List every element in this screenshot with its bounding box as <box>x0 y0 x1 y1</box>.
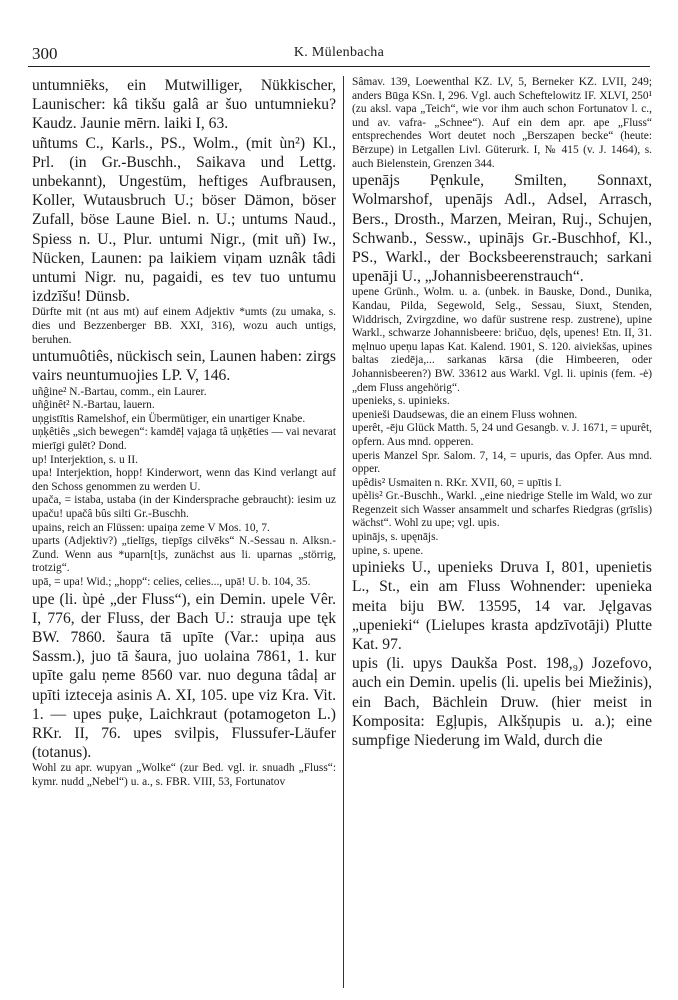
dictionary-entry: uñĝine² N.-Bartau, comm., ein Laurer. <box>32 385 207 398</box>
dictionary-entry: upe (li. ùpė „der Fluss“), ein Demin. upele Vêr. I, 776, der Fluss, der Bach U.: strauja upe tęk BW. 7860. šaura tā upīte (Var.: upiņa aus Sassm.), juo tā šaura, juo uolaina 7861, 1. kur upīte galu ņeme 8560 var. nuo deguna tâdaļ ar upīti izteceja asinis A. XI, 105. upe viz Kra. Vit. 1. — upes puķe, Laichkraut (potamogeton L.) RKr. II, 76. upes svilpis, Flussufer-Läufer (totanus). <box>32 590 336 762</box>
dictionary-entry: upine, s. upene. <box>352 544 424 557</box>
dictionary-entry: upêdis² Usmaiten n. RKr. XVII, 60, = upītis I. <box>352 476 562 489</box>
running-title: K. Mülenbacha <box>293 45 385 60</box>
dictionary-entry: Dürfte mit (nt aus mt) auf einem Adjektiv *umts (zu umaka, s. dies und Bezzenberger BB. XXI, 316), wozu auch untigs, beruhen. <box>32 306 336 346</box>
dictionary-entry: upenieks, s. upinieks. <box>352 395 450 408</box>
dictionary-entry: uperêt, -ēju Glück Matth. 5, 24 und Gesangb. v. J. 1671, = upurêt, opfern. Aus mnd. opperen. <box>352 422 652 448</box>
page-number: 300 <box>32 44 58 63</box>
left-column <box>32 76 336 790</box>
column-divider <box>343 76 344 988</box>
dictionary-entry: upā, = upa! Wid.; „hopp“: celies, celies..., upā! U. b. 104, 35. <box>32 575 311 588</box>
dictionary-entry: untumuôtiês, nückisch sein, Launen haben: zirgs vairs neuntumuojies LP. V, 146. <box>32 348 336 385</box>
dictionary-entry: upinieks U., upenieks Druva I, 801, upenietis L., St., ein am Fluss Wohnender: upenieka meita biju BW. 13595, 14 var. Jęlgavas „upenieki“ (Lielupes krasta apdzīvotāji) Plutte Kat. 97. <box>352 559 652 654</box>
dictionary-entry: untumniēks, ein Mutwilliger, Nükkischer, Launischer: kâ tikšu galâ ar šuo untumnieku? Kaudz. Jaunie mērn. laiki I, 63. <box>32 77 336 133</box>
dictionary-entry: uñtums C., Karls., PS., Wolm., (mit ùn²) Kl., Prl. (in Gr.-Buschh., Saikava und Lettg. unbekannt), Ungestüm, heftiges Aufbrausen, Koller, Wutausbruch U.; böser Dämon, böser Zufall, böse Laune Biel. n. U.; untums Naud., Spiess n. U., Plur. untumi Nigr., (mit uñ) Iw., Nücken, Launen: pa laikiem viņam uznâk tâdi untumi Nigr. nu, pagaidi, es tev tuo untumu izdzīšu! Dünsb. <box>32 134 336 306</box>
dictionary-entry: upinājs, s. upęnājs. <box>352 531 439 544</box>
dictionary-entry: upa! Interjektion, hopp! Kinderwort, wenn das Kind verlangt auf den Schoss genommen zu werden U. <box>32 467 336 493</box>
dictionary-entry: uparts (Adjektiv?) „tielīgs, tiepīgs cilvēks“ N.-Sessau n. Alksn.-Zund. Wenn aus *uparn[t]s, zunächst aus li. uparnas „störrig, trotzig“. <box>32 535 336 575</box>
dictionary-entry: upains, reich an Flüssen: upaiņa zeme V Mos. 10, 7. <box>32 521 270 534</box>
dictionary-entry: uņgistītis Ramelshof, ein Übermütiger, ein unartiger Knabe. <box>32 412 306 425</box>
dictionary-entry: upene Grünh., Wolm. u. a. (unbek. in Bauske, Dond., Dunika, Kandau, Pilda, Segewold, Selg., Sessau, Siuxt, Stenden, Widdrisch, Zvirgzdine, wo dafür sustrene resp. zustrene), upine Warkl., schwarze Johannisbeere: bričuo, dęls, upenes! Etn. II, 31. męlnuo upeņu lapas Kat. Kalend. 1901, S. 120. aiviekšas, upines baltas ziedēja,... sarkanas kārsa (die Himbeeren, oder Johannisbeeren?) BW. 33612 aus Warkl. Vgl. li. upinis (fem. -ė) „dem Fluss angehörig“. <box>352 286 652 394</box>
dictionary-entry: Wohl zu apr. wupyan „Wolke“ (zur Bed. vgl. ir. snuadh „Fluss“: kymr. nudd „Nebel“) u. a., s. FBR. VIII, 53, Fortunatov <box>32 762 336 788</box>
page-header <box>28 44 650 67</box>
dictionary-entry: uñĝinêt² N.-Bartau, lauern. <box>32 399 155 412</box>
dictionary-entry: uņķêtiês „sich bewegen“: kamdēļ vajaga tâ uņķēties — vai nevarat mierīgi gulēt? Dond. <box>32 426 336 452</box>
dictionary-entry: Sâmav. 139, Loewenthal KZ. LV, 5, Berneker KZ. LVII, 249; anders Būga KSn. I, 296. Vgl. auch Scheftelowitz IF. XLVI, 250¹ (zu aksl. vapa „Teich“, wie vor ihm auch schon Fortunatov l. c., und av. vafra- „Schnee“). Auf ein dem apr. ape „Fluss“ entsprechendes Wort deutet noch „Berszapen becke“ (heute: Bērzupe) in Letgallen Livl. Güterurk. I, № 415 (v. J. 1464), s. auch Bielenstein, Grenzen 344. <box>352 76 652 170</box>
dictionary-entry: upenājs Pęnkule, Smilten, Sonnaxt, Wolmarshof, upenājs Adl., Adsel, Arrasch, Bers., Drosth., Marzen, Meiran, Ruj., Schujen, Schwanb., Sessw., upinājs Gr.-Buschhof, Kl., PS., Warkl., der Bocksbeerenstrauch; sarkani upenāji U., „Johannisbeerenstrauch“. <box>352 172 652 286</box>
dictionary-entry: upenieši Daudsewas, die an einem Fluss wohnen. <box>352 408 578 421</box>
right-column <box>352 76 652 750</box>
dictionary-entry: uperis Manzel Spr. Salom. 7, 14, = upuris, das Opfer. Aus mnd. opper. <box>352 449 652 476</box>
dictionary-entry: upèlis² Gr.-Buschh., Warkl. „eine niedrige Stelle im Wald, wo zur Regenzeit sich Wasser ansammelt und scharfes Riedgras (grīslis) wächst“. Wohl zu upe; vgl. upis. <box>352 490 652 530</box>
dictionary-entry: up! Interjektion, s. u II. <box>32 453 138 466</box>
dictionary-entry: upača, = istaba, ustaba (in der Kindersprache gebraucht): iesim uz upaču! upačâ bûs silti Gr.-Buschh. <box>32 494 336 520</box>
dictionary-entry: upis (li. upys Daukša Post. 198,₉) Jozefovo, auch ein Demin. upelis (li. upelis bei Miežinis), ein Bach, Bächlein Druw. (hier meist in Komposita: Egļupis, Alkšņupis u. a.); eine sumpfige Niederung im Wald, durch die <box>352 655 652 750</box>
